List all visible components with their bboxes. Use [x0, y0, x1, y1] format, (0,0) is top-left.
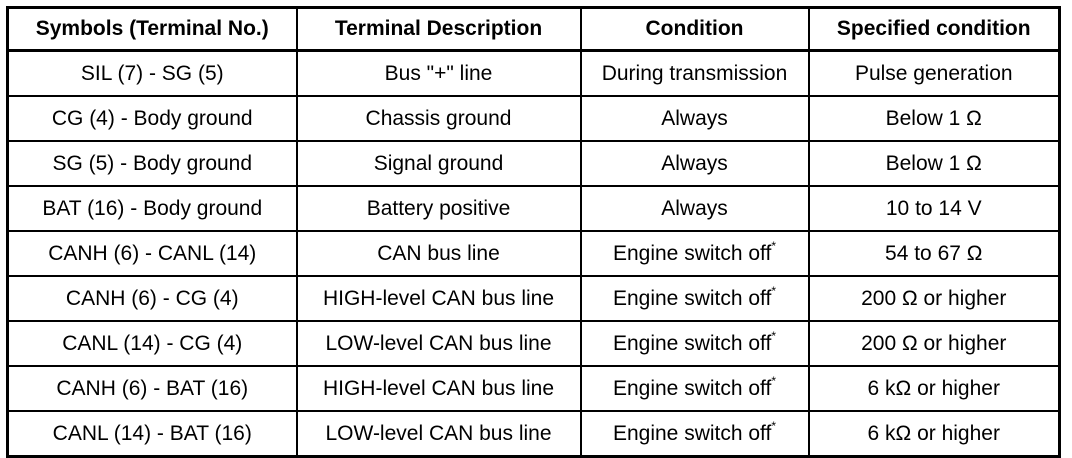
cell-condition	[581, 186, 809, 231]
cell-description: CAN bus line	[297, 231, 581, 276]
condition-footnote-mark: *	[771, 418, 777, 433]
header-condition: Condition	[581, 8, 809, 51]
cell-description: Chassis ground	[297, 96, 581, 141]
condition-text: Always	[661, 151, 728, 175]
header-specified-condition: Specified condition	[809, 8, 1060, 51]
table-row	[8, 96, 1060, 141]
cell-description: LOW-level CAN bus line	[297, 321, 581, 366]
cell-specified: 54 to 67 Ω	[809, 231, 1060, 276]
cell-condition	[581, 366, 809, 411]
table-row	[8, 186, 1060, 231]
cell-symbols: CG (4) - Body ground	[8, 96, 297, 141]
cell-description: HIGH-level CAN bus line	[297, 366, 581, 411]
condition-text: Engine switch off	[612, 376, 772, 400]
condition-footnote-mark: *	[771, 238, 777, 253]
cell-condition	[581, 96, 809, 141]
cell-specified: 200 Ω or higher	[809, 321, 1060, 366]
header-symbols: Symbols (Terminal No.)	[8, 8, 297, 51]
cell-symbols: CANH (6) - CANL (14)	[8, 231, 297, 276]
condition-text: Always	[661, 106, 728, 130]
table-row	[8, 321, 1060, 366]
cell-specified: Pulse generation	[809, 51, 1060, 97]
cell-symbols: CANH (6) - CG (4)	[8, 276, 297, 321]
cell-specified: Below 1 Ω	[809, 141, 1060, 186]
header-terminal-description: Terminal Description	[297, 8, 581, 51]
cell-symbols: SG (5) - Body ground	[8, 141, 297, 186]
cell-description: Battery positive	[297, 186, 581, 231]
cell-symbols: CANH (6) - BAT (16)	[8, 366, 297, 411]
condition-text: Engine switch off	[612, 286, 772, 310]
table-row	[8, 276, 1060, 321]
condition-footnote-mark: *	[771, 328, 777, 343]
condition-text: Engine switch off	[612, 331, 772, 355]
cell-condition	[581, 51, 809, 97]
cell-condition	[581, 276, 809, 321]
cell-specified: Below 1 Ω	[809, 96, 1060, 141]
cell-description: Signal ground	[297, 141, 581, 186]
cell-description: LOW-level CAN bus line	[297, 411, 581, 457]
cell-symbols: CANL (14) - CG (4)	[8, 321, 297, 366]
cell-specified: 6 kΩ or higher	[809, 411, 1060, 457]
table-row	[8, 366, 1060, 411]
terminal-spec-table	[6, 6, 1061, 458]
condition-text: Engine switch off	[612, 241, 772, 265]
condition-footnote-mark: *	[771, 283, 777, 298]
cell-description: Bus "+" line	[297, 51, 581, 97]
table-row	[8, 141, 1060, 186]
cell-description: HIGH-level CAN bus line	[297, 276, 581, 321]
condition-footnote-mark: *	[771, 373, 777, 388]
cell-specified: 6 kΩ or higher	[809, 366, 1060, 411]
condition-text: During transmission	[601, 61, 788, 85]
cell-condition	[581, 141, 809, 186]
header-row	[8, 8, 1060, 51]
cell-specified: 10 to 14 V	[809, 186, 1060, 231]
condition-text: Engine switch off	[612, 421, 772, 445]
cell-symbols: SIL (7) - SG (5)	[8, 51, 297, 97]
cell-symbols: BAT (16) - Body ground	[8, 186, 297, 231]
cell-specified: 200 Ω or higher	[809, 276, 1060, 321]
cell-condition	[581, 231, 809, 276]
condition-text: Always	[661, 196, 728, 220]
cell-condition	[581, 321, 809, 366]
cell-symbols: CANL (14) - BAT (16)	[8, 411, 297, 457]
table-row	[8, 231, 1060, 276]
table-row	[8, 51, 1060, 97]
